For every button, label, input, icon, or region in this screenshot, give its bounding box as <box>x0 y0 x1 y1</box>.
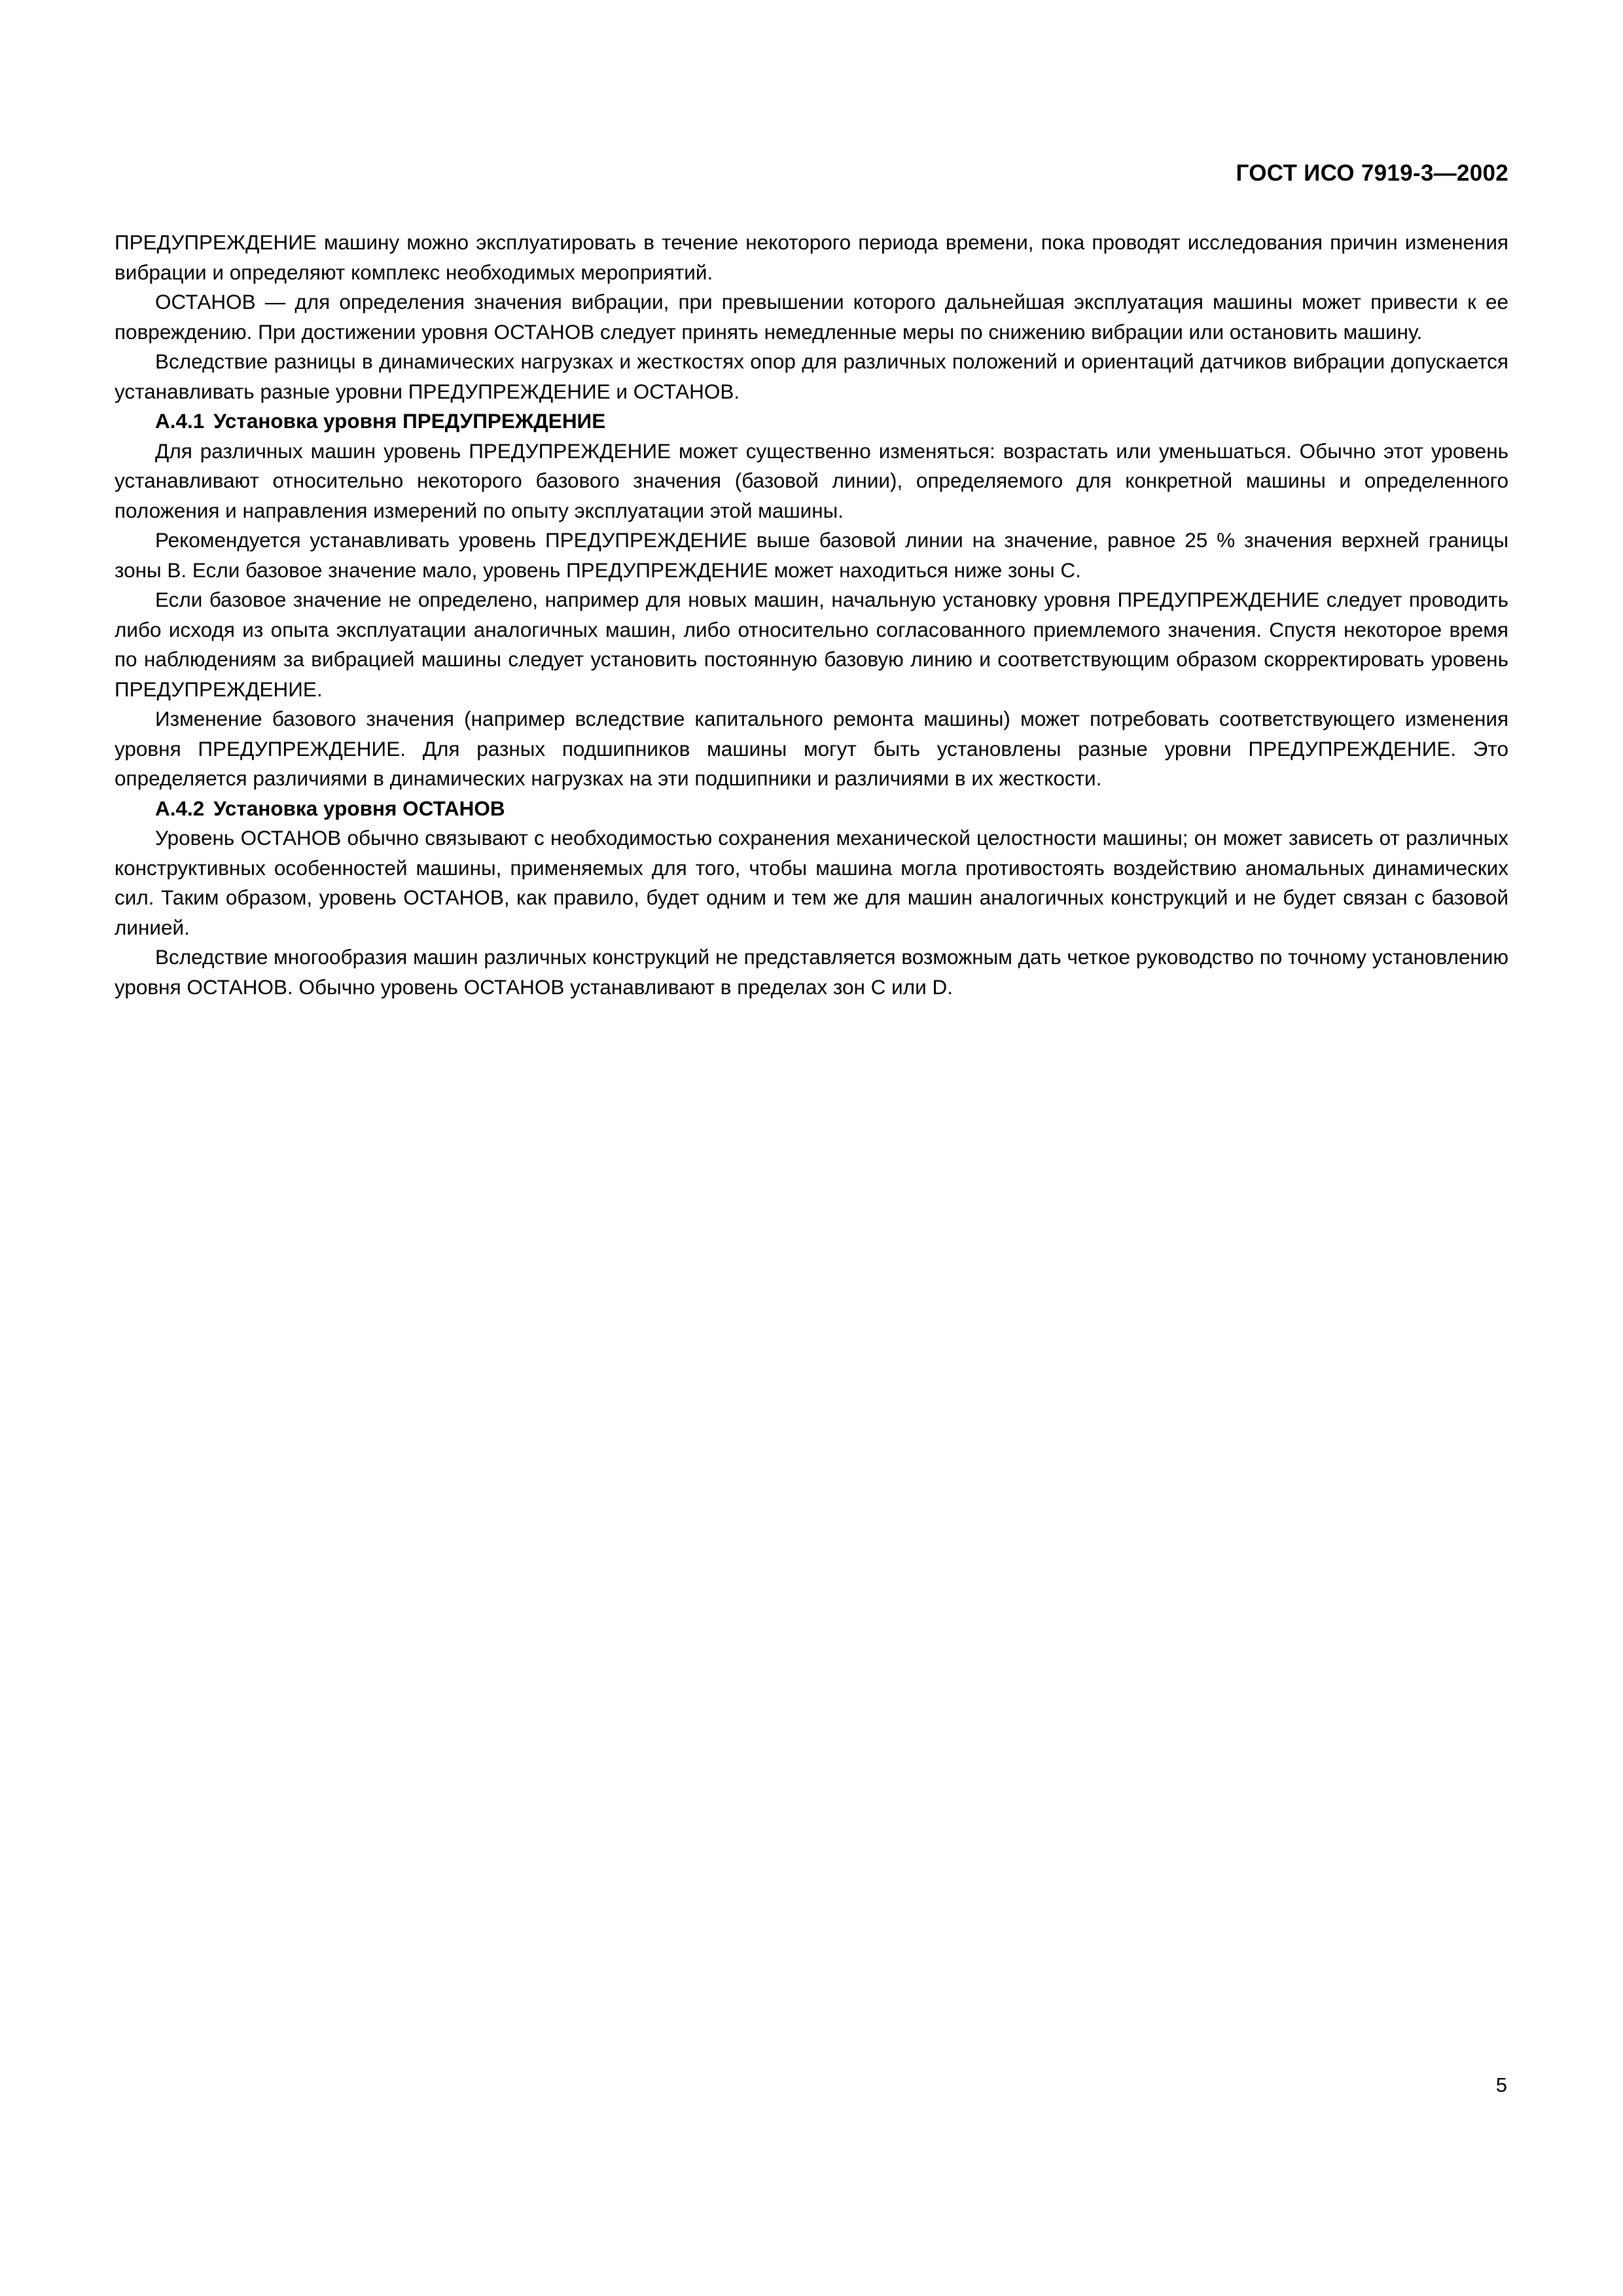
section-heading-a-4-2 <box>115 794 1508 824</box>
page-body <box>115 228 1508 1002</box>
paragraph-a41-2: Рекомендуется устанавливать уровень ПРЕДУПРЕЖДЕНИЕ выше базовой линии на значение, равное 25 % значения верхней границы зоны В. Если базовое значение мало, уровень ПРЕДУПРЕЖДЕНИЕ может находиться ниже зоны С. <box>115 528 1508 582</box>
page-header-standard-number: ГОСТ ИСО 7919-3—2002 <box>1236 160 1508 186</box>
paragraph-a42-2: Вследствие многообразия машин различных конструкций не представляется возможным дать четкое руководство по точному установлению уровня ОСТАНОВ. Обычно уровень ОСТАНОВ устанавливают в пределах зон С или D. <box>115 945 1508 999</box>
paragraph-a42-1: Уровень ОСТАНОВ обычно связывают с необходимостью сохранения механической целостности машины; он может зависеть от различных конструктивных особенностей машины, применяемых для того, чтобы машина могла противостоять воздействию аномальных динамических сил. Таким образом, уровень ОСТАНОВ, как правило, будет одним и тем же для машин аналогичных конструкций и не будет связан с базовой линией. <box>115 826 1508 939</box>
paragraph-different-levels-note: Вследствие разницы в динамических нагрузках и жесткостях опор для различных положений и ориентаций датчиков вибрации допускается устанавливать разные уровни ПРЕДУПРЕЖДЕНИЕ и ОСТАНОВ. <box>115 350 1508 403</box>
paragraph-a41-3: Если базовое значение не определено, например для новых машин, начальную установку уровня ПРЕДУПРЕЖДЕНИЕ следует проводить либо исходя из опыта эксплуатации аналогичных машин, либо относительно согласованного приемлемого значения. Спустя некоторое время по наблюдениям за вибрацией машины следует установить постоянную базовую линию и соответствующим образом скорректировать уровень ПРЕДУПРЕЖДЕНИЕ. <box>115 588 1508 701</box>
section-number-a-4-2: А.4.2 <box>155 796 205 820</box>
section-number-a-4-1: А.4.1 <box>155 409 205 433</box>
paragraph-warning-note: ПРЕДУПРЕЖДЕНИЕ машину можно эксплуатировать в течение некоторого периода времени, пока проводят исследования причин изменения вибрации и определяют комплекс необходимых мероприятий. <box>115 230 1508 284</box>
section-title-a-4-2: Установка уровня ОСТАНОВ <box>213 796 505 820</box>
paragraph-a41-4: Изменение базового значения (например вследствие капитального ремонта машины) может потребовать соответствующего изменения уровня ПРЕДУПРЕЖДЕНИЕ. Для разных подшипников машины могут быть установлены разные уровни ПРЕДУПРЕЖДЕНИЕ. Это определяется различиями в динамических нагрузках на эти подшипники и различиями в их жесткости. <box>115 707 1508 790</box>
paragraph-trip-note: ОСТАНОВ — для определения значения вибрации, при превышении которого дальнейшая эксплуатация машины может привести к ее повреждению. При достижении уровня ОСТАНОВ следует принять немедленные меры по снижению вибрации или остановить машину. <box>115 290 1508 344</box>
section-heading-a-4-1 <box>115 406 1508 437</box>
page-number: 5 <box>1495 2073 1507 2096</box>
paragraph-a41-1: Для различных машин уровень ПРЕДУПРЕЖДЕНИЕ может существенно изменяться: возрастать или уменьшаться. Обычно этот уровень устанавливают относительно некоторого базового значения (базовой линии), определяемого для конкретной машины и определенного положения и направления измерений по опыту эксплуатации этой машины. <box>115 439 1508 522</box>
section-title-a-4-1: Установка уровня ПРЕДУПРЕЖДЕНИЕ <box>213 409 606 433</box>
